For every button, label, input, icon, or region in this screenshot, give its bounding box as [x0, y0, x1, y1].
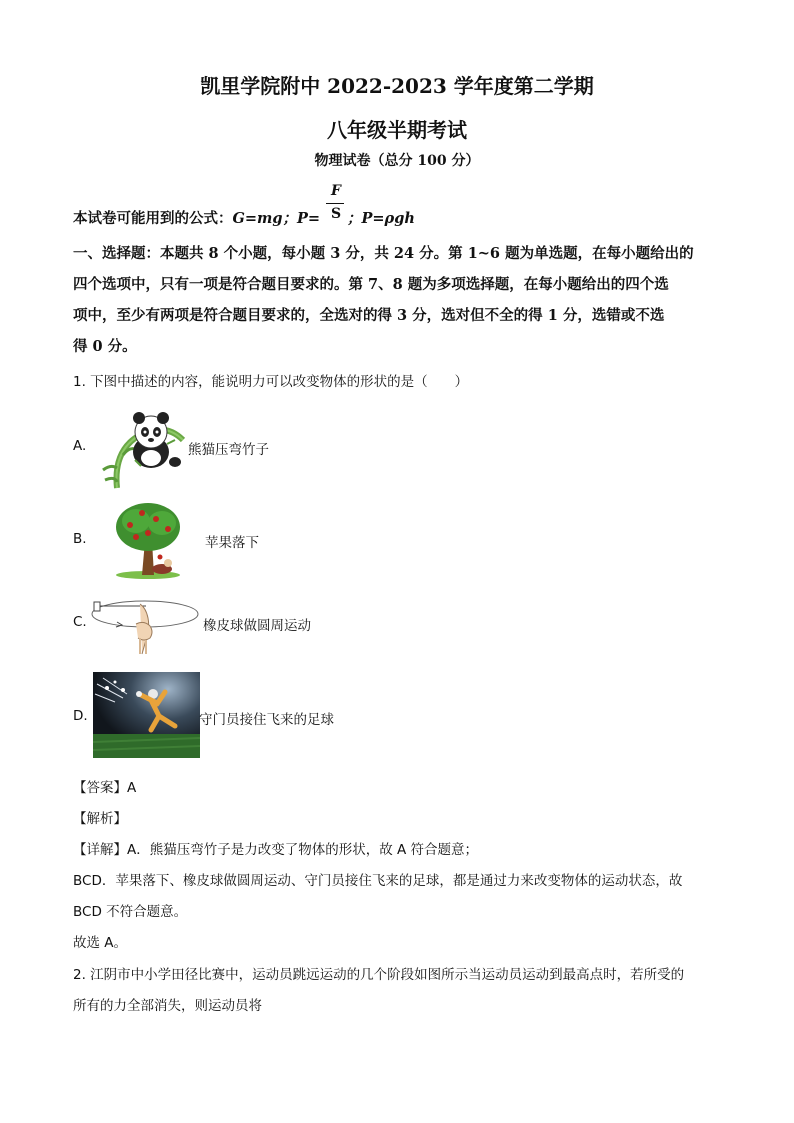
fraction-denominator: S — [330, 206, 342, 222]
section1-line4: 得 0 分。 — [73, 338, 137, 355]
goalkeeper-image — [93, 672, 200, 758]
section1-line1: 一、选择题：本题共 8 个小题，每小题 3 分，共 24 分。第 1~6 题为单选题，在每小题给出的 — [73, 245, 694, 262]
conclusion-line: 故选 A。 — [73, 935, 128, 951]
detail-line-2: BCD．苹果落下、橡皮球做圆周运动、守门员接住飞来的足球，都是通过力来改变物体的运动状态，故 — [73, 873, 683, 889]
school-title: 凯里学院附中 2022-2023 学年度第二学期 — [200, 74, 594, 98]
answer-line: 【答案】A — [73, 780, 137, 796]
pressure-label: P= — [297, 210, 321, 227]
detail-line-3: BCD 不符合题意。 — [73, 904, 188, 920]
option-a-letter: A. — [73, 438, 87, 454]
question-2-line-2: 所有的力全部消失，则运动员将 — [73, 998, 262, 1014]
option-b-letter: B. — [73, 531, 87, 547]
exam-title: 八年级半期考试 — [327, 118, 467, 142]
option-d-letter: D. — [73, 708, 88, 724]
liquid-pressure-formula: ；P=ρgh — [347, 210, 415, 227]
section1-line2: 四个选项中，只有一项是符合题目要求的。第 7、8 题为多项选择题，在每小题给出的四个选 — [73, 276, 669, 293]
fraction-bar — [326, 203, 344, 204]
option-b-text: 苹果落下 — [205, 535, 259, 551]
question-2-line-1: 2. 江阴市中小学田径比赛中，运动员跳远运动的几个阶段如图所示当运动员运动到最高点时，若所受的 — [73, 967, 685, 983]
panda-bamboo-image — [95, 400, 187, 490]
apple-tree-image — [108, 499, 186, 579]
rubber-ball-circular-image — [88, 594, 202, 656]
option-a-text: 熊猫压弯竹子 — [188, 442, 269, 458]
option-d-text: 守门员接住飞来的足球 — [199, 712, 334, 728]
weight-formula: G=mg； — [232, 210, 298, 227]
fraction-numerator: F — [331, 183, 341, 199]
option-c-letter: C. — [73, 614, 87, 630]
detail-line-1: 【详解】A．熊猫压弯竹子是力改变了物体的形状，故 A 符合题意； — [73, 842, 479, 858]
analysis-label: 【解析】 — [73, 811, 127, 827]
question-1-stem: 1. 下图中描述的内容，能说明力可以改变物体的形状的是（ ） — [73, 374, 469, 390]
subject-line: 物理试卷（总分 100 分） — [314, 153, 480, 169]
option-c-text: 橡皮球做圆周运动 — [203, 618, 311, 634]
section1-line3: 项中，至少有两项是符合题目要求的，全选对的得 3 分，选对但不全的得 1 分，选错或不选 — [73, 307, 665, 324]
formula-line — [73, 204, 320, 233]
formula-prefix: 本试卷可能用到的公式： — [73, 210, 233, 227]
